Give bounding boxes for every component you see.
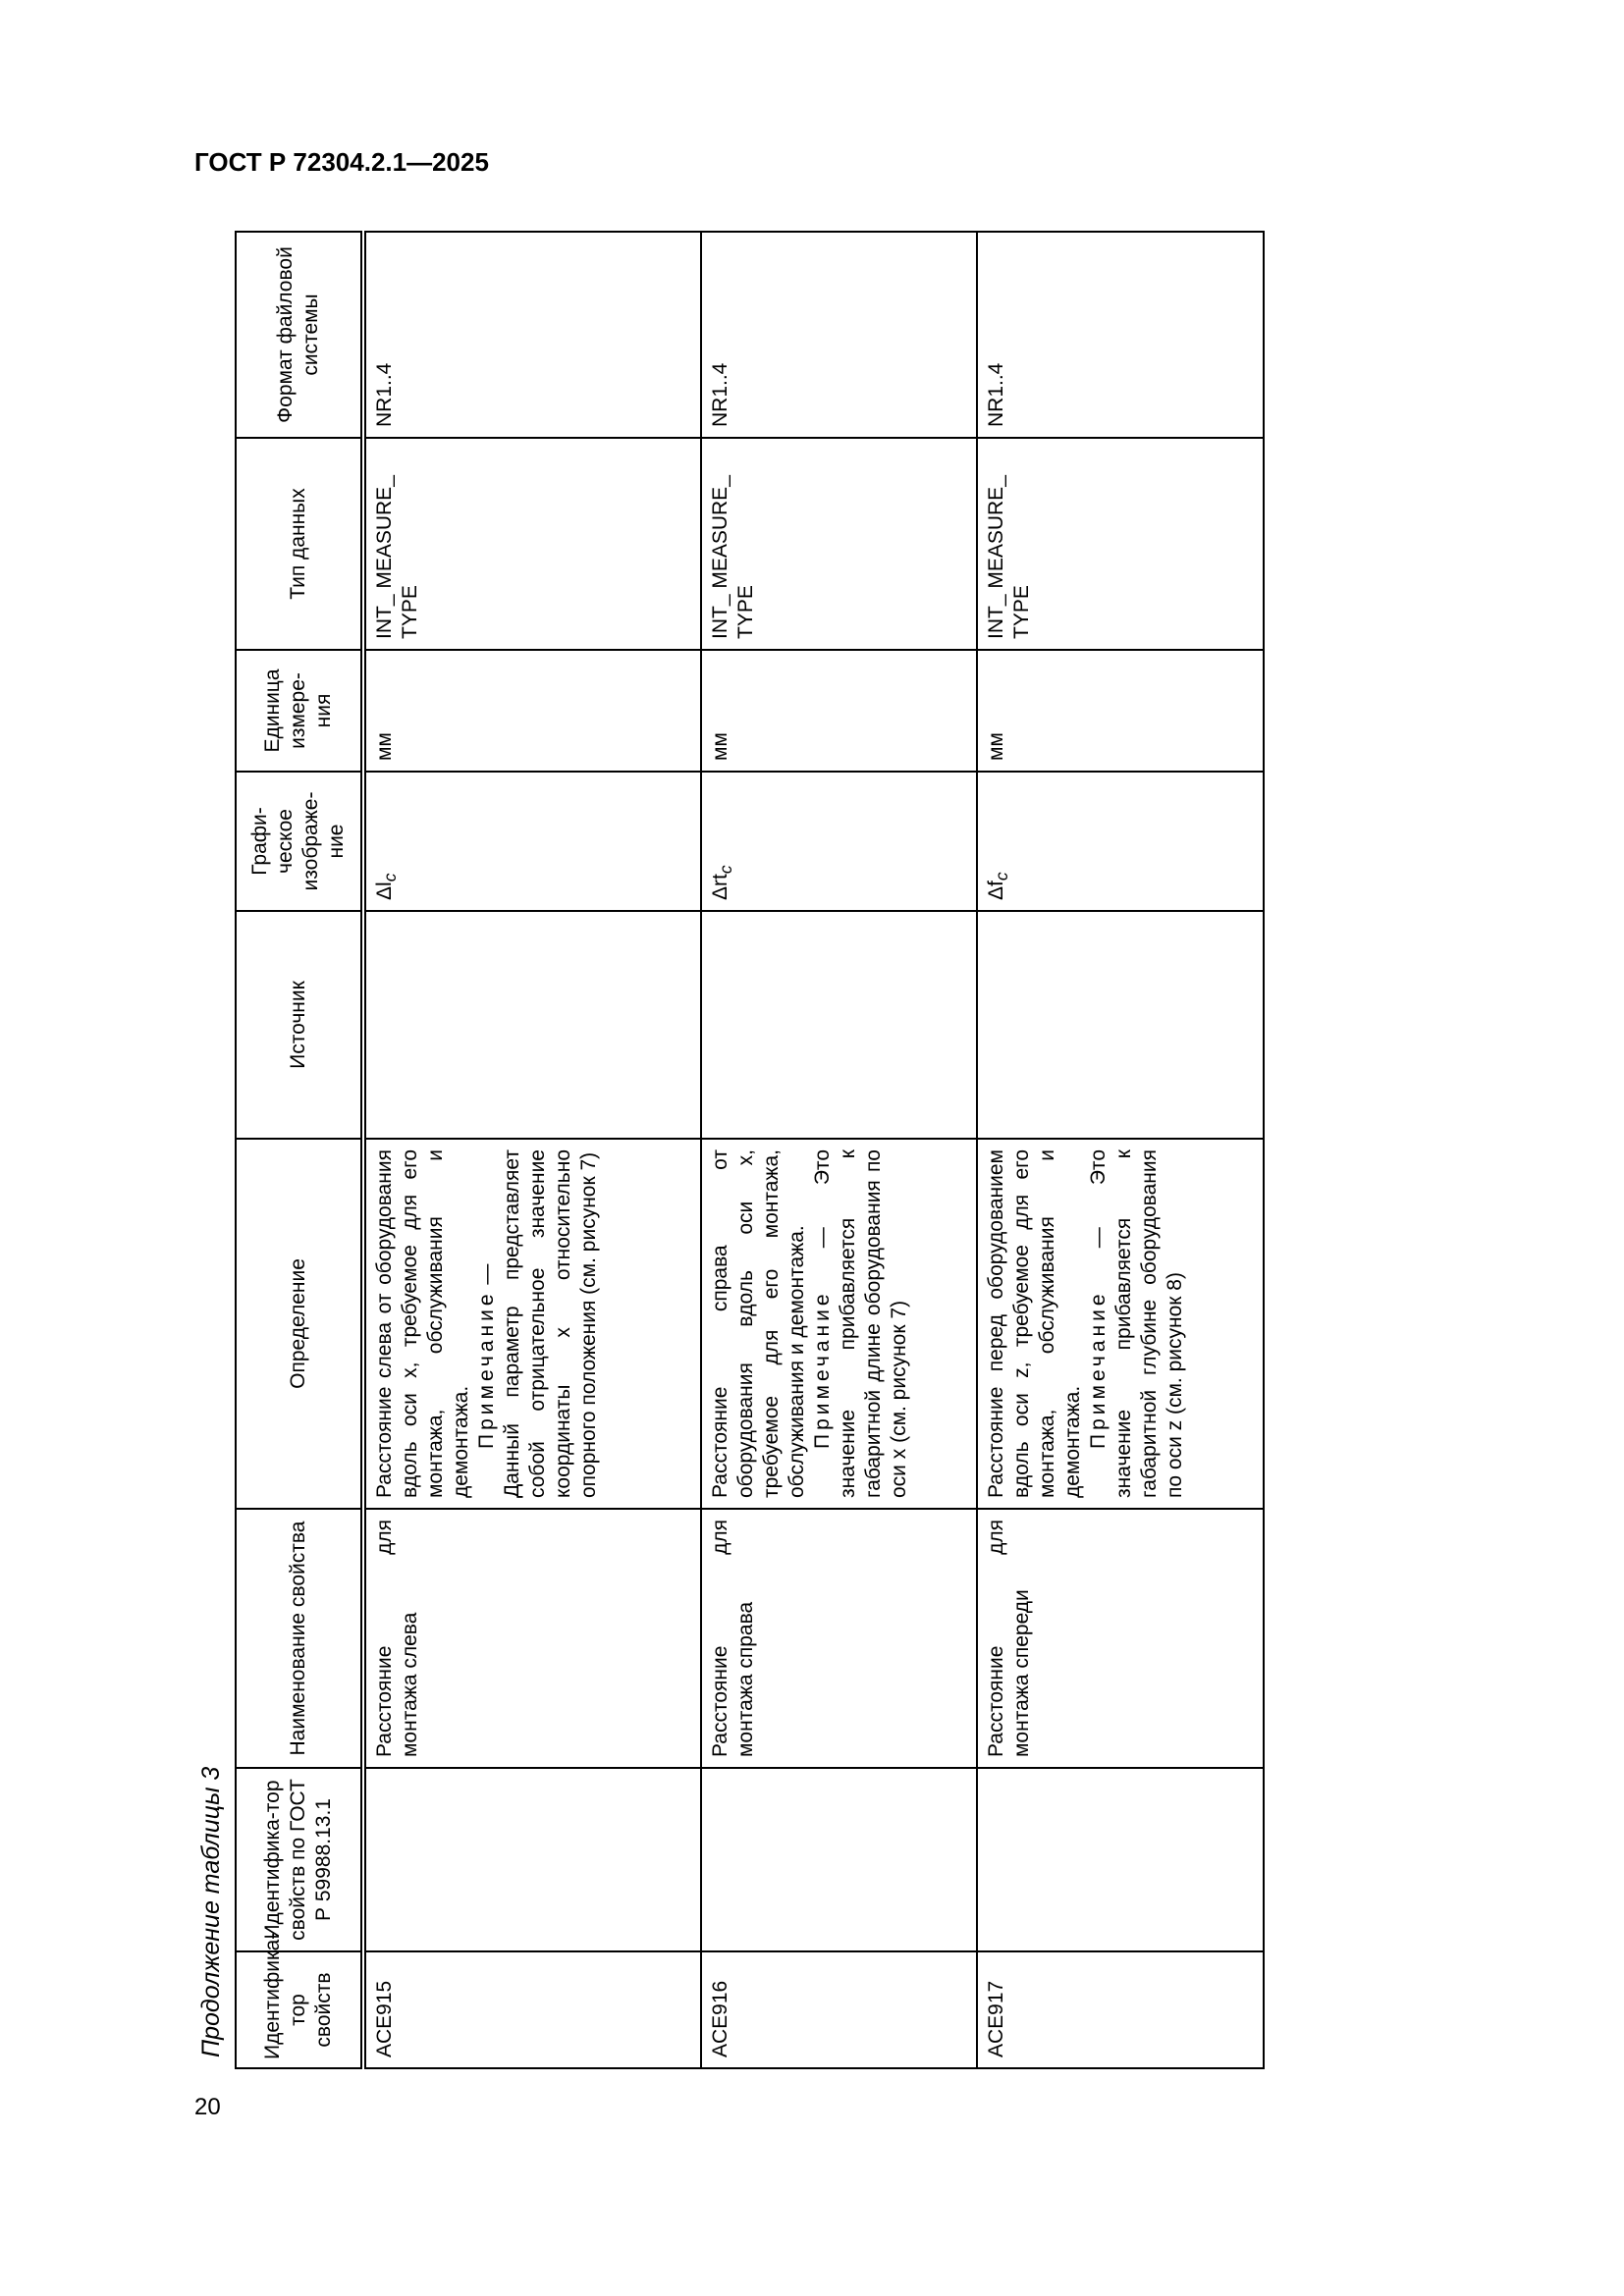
table-wrapper [235,233,1245,2069]
graphic-symbol: Δl [373,881,396,900]
header-datatype: Тип данных [236,438,363,650]
cell-datatype: INT_ MEASURE_ TYPE [977,438,1264,650]
graphic-subscript: c [716,865,736,875]
header-unit: Единица измере-ния [236,650,363,772]
cell-format: NR1..4 [363,232,701,438]
cell-source [977,911,1264,1139]
cell-unit: мм [701,650,977,772]
header-format: Формат файловой системы [236,232,363,438]
header-gost-id: Идентифика-тор свойств по ГОСТ Р 59988.13.1 [236,1768,363,1951]
definition-text: Расстояние справа от оборудования вдоль оси x, требуемое для его монтажа, обслуживания и демонтажа. [709,1149,808,1498]
graphic-symbol: Δrt [709,874,731,900]
cell-name: Расстояние для монтажа спереди [977,1509,1264,1768]
cell-source [363,911,701,1139]
cell-gost-id [363,1768,701,1951]
definition-note [474,1149,500,1498]
cell-gost-id [977,1768,1264,1951]
header-name: Наименование свойства [236,1509,363,1768]
header-id: Идентифика-тор свойств [236,1951,363,2068]
cell-format: NR1..4 [977,232,1264,438]
cell-unit: мм [977,650,1264,772]
cell-graphic [977,772,1264,911]
table-row [701,232,977,2068]
header-graphic: Графи-ческое изображе-ние [236,772,363,911]
document-header: ГОСТ Р 72304.2.1—2025 [194,147,489,177]
cell-graphic [701,772,977,911]
cell-definition [701,1139,977,1509]
page-number: 20 [194,2094,221,2120]
definition-text: Расстояние слева от оборудования вдоль оси x, требуемое для его монтажа, обслуживания и демонтажа. [373,1149,472,1498]
table-row [363,232,701,2068]
definition-text: Расстояние перед оборудованием вдоль оси z, требуемое для его монтажа, обслуживания и демонтажа. [985,1149,1084,1498]
note-text: Данный параметр представляет собой отрицательное значение координаты x относительно опорного положения (см. рисунок 7) [501,1149,600,1498]
header-source: Источник [236,911,363,1139]
note-dash: — [475,1263,498,1291]
cell-format: NR1..4 [701,232,977,438]
note-dash: — [811,1185,834,1291]
definition-note [810,1149,912,1498]
cell-unit: мм [363,650,701,772]
cell-datatype: INT_ MEASURE_ TYPE [363,438,701,650]
cell-graphic [363,772,701,911]
note-label: Примечание [1087,1290,1110,1449]
cell-source [701,911,977,1139]
definition-note [1086,1149,1188,1498]
cell-datatype: INT_ MEASURE_ TYPE [701,438,977,650]
cell-gost-id [701,1768,977,1951]
note-text: Это значение прибавляется к габаритной длине оборудования по оси x (см. рисунок 7) [811,1149,910,1498]
cell-definition [363,1139,701,1509]
cell-id: ACE916 [701,1951,977,2068]
cell-name: Расстояние для монтажа справа [701,1509,977,1768]
cell-id: ACE917 [977,1951,1264,2068]
table-caption: Продолжение таблицы 3 [197,1766,225,2057]
header-definition: Определение [236,1139,363,1509]
note-label: Примечание [811,1290,834,1449]
cell-definition [977,1139,1264,1509]
table-row [977,232,1264,2068]
rotated-table-area [196,233,1245,2069]
table-header-row [236,232,363,2068]
note-text: Это значение прибавляется к габаритной глубине оборудования по оси z (см. рисунок 8) [1087,1149,1186,1498]
note-dash: — [1087,1185,1110,1291]
cell-id: ACE915 [363,1951,701,2068]
cell-name: Расстояние для монтажа слева [363,1509,701,1768]
properties-table [235,231,1265,2069]
graphic-subscript: c [992,872,1012,881]
graphic-symbol: Δf [985,881,1007,900]
graphic-subscript: c [380,873,401,882]
note-label: Примечание [475,1290,498,1449]
